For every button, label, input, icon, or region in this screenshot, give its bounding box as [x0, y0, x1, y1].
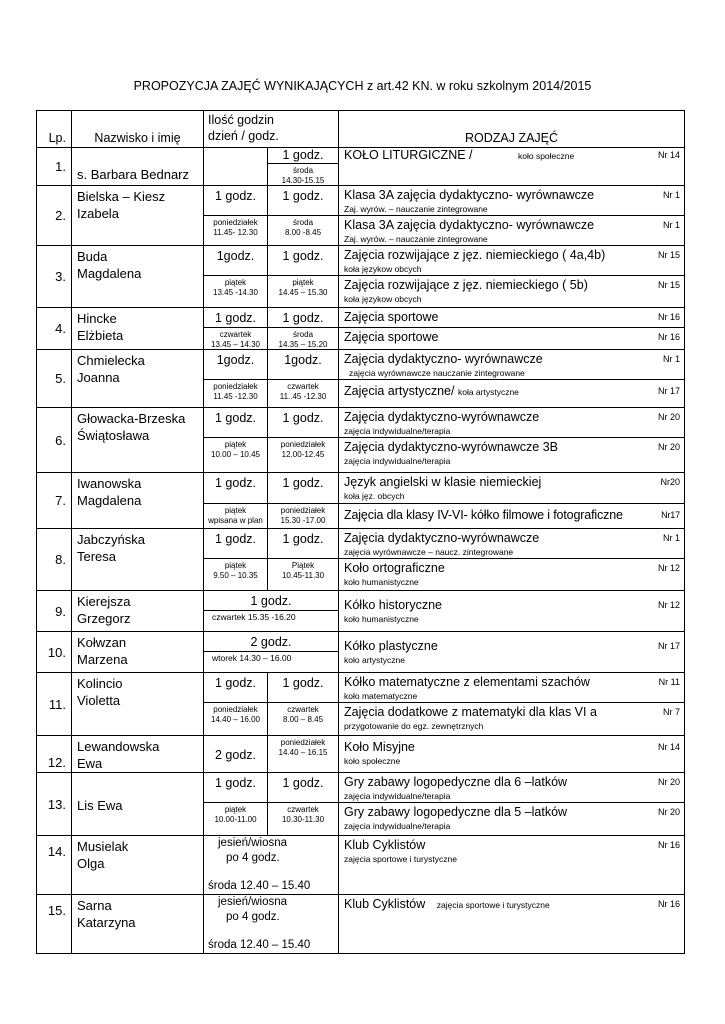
activity-number: Nr20 — [660, 477, 681, 487]
activity-number: Nr 15 — [658, 280, 681, 290]
hours-count: 1 godz. — [204, 408, 268, 438]
table-row — [37, 246, 685, 276]
activity-cell — [339, 186, 685, 216]
row-number: 9. — [37, 591, 72, 632]
activity-number: Nr 20 — [658, 442, 681, 452]
row-number: 7. — [37, 473, 72, 529]
table-row — [37, 529, 685, 559]
activity-title: Zajęcia dydaktyczno- wyrównawcze — [344, 352, 543, 366]
activity-category: koło humanistyczne — [344, 577, 419, 587]
row-number: 3. — [37, 246, 72, 308]
teacher-name: Chmielecka Joanna — [72, 350, 204, 408]
activity-number: Nr 16 — [658, 332, 681, 342]
hours-count: 1 godz. — [268, 308, 339, 328]
activity-cell — [339, 591, 685, 632]
activity-number: Nr 16 — [658, 840, 681, 850]
schedule-cell: czwartek 10.30-11.30 — [268, 803, 339, 836]
activity-number: Nr 17 — [658, 386, 681, 396]
activity-category: zajęcia wyrównawcze – naucz. zintegrowane — [344, 547, 514, 557]
activity-number: Nr 20 — [658, 807, 681, 817]
teacher-name: Iwanowska Magdalena — [72, 473, 204, 529]
schedule-cell: czwartek 8.00 – 8.45 — [268, 703, 339, 736]
header-name: Nazwisko i imię — [72, 111, 204, 148]
activity-category: koło matematyczne — [344, 691, 418, 701]
activity-number: Nr 16 — [658, 312, 681, 322]
activity-cell — [339, 632, 685, 673]
hours-count: 1 godz. — [204, 529, 268, 559]
activity-title: KOŁO LITURGICZNE / — [344, 148, 473, 162]
activity-title: Klub Cyklistów — [344, 838, 426, 852]
activity-title: Kółko plastyczne — [344, 639, 438, 653]
activity-category: zajęcia indywidualne/terapia — [344, 426, 451, 436]
teacher-name: s. Barbara Bednarz — [72, 148, 204, 186]
activity-number: Nr 17 — [658, 641, 681, 651]
schedule-cell: jesień/wiosna po 4 godz. środa 12.40 – 15.40 — [204, 895, 339, 954]
schedule-cell: środa 14.35 – 15.20 — [268, 328, 339, 350]
activity-cell — [339, 276, 685, 308]
hours-count: 1 godz. — [268, 673, 339, 703]
row-number: 15. — [37, 895, 72, 954]
activity-number: Nr 1 — [663, 220, 681, 230]
table-row — [37, 591, 685, 611]
activity-title: Zajęcia artystyczne/ — [344, 384, 455, 398]
activity-title: Zajęcia dydaktyczno-wyrównawcze — [344, 410, 540, 424]
schedule-cell: poniedziałek 15.30 -17.00 — [268, 504, 339, 529]
activity-number: Nr 1 — [663, 533, 681, 543]
hours-count: 1 godz. — [204, 308, 268, 328]
teacher-name: Buda Magdalena — [72, 246, 204, 308]
activity-cell — [339, 504, 685, 529]
activity-title: Zajęcia rozwijające z jęz. niemieckiego ( 4a,4b) — [344, 248, 606, 262]
hours-count: 1 godz. — [268, 773, 339, 803]
activity-title: Kółko matematyczne z elementami szachów — [344, 675, 590, 689]
schedule-cell: piątek 13.45 -14.30 — [204, 276, 268, 308]
teacher-name: Głowacka-Brzeska Świątosława — [72, 408, 204, 473]
teacher-name: Kołwzan Marzena — [72, 632, 204, 673]
activity-category: zajęcia wyrównawcze nauczanie zintegrowane — [349, 368, 525, 378]
activity-title: Koło ortograficzne — [344, 561, 445, 575]
teacher-name: Bielska – Kiesz Izabela — [72, 186, 204, 246]
activity-number: Nr 12 — [658, 563, 681, 573]
activity-category: zajęcia indywidualne/terapia — [344, 791, 451, 801]
activity-cell — [339, 673, 685, 703]
activity-cell — [339, 216, 685, 246]
teacher-name: Kolincio Violetta — [72, 673, 204, 736]
activity-title: Gry zabawy logopedyczne dla 5 –latków — [344, 805, 568, 819]
document-title: PROPOZYCJA ZAJĘĆ WYNIKAJĄCYCH z art.42 KN. w roku szkolnym 2014/2015 — [133, 79, 592, 93]
activity-category: zajęcia sportowe i turystyczne — [344, 854, 457, 864]
hours-count: 1 godz. — [268, 529, 339, 559]
activity-number: Nr 1 — [663, 354, 681, 364]
activity-title: Zajęcia sportowe — [344, 330, 439, 344]
hours-count: 1 godz. — [204, 591, 339, 611]
row-number: 10. — [37, 632, 72, 673]
row-number: 2. — [37, 186, 72, 246]
row-number: 1. — [37, 148, 72, 186]
activity-number: Nr 12 — [658, 600, 681, 610]
hours-count: 1 godz. — [204, 673, 268, 703]
activity-category: Zaj. wyrów. – nauczanie zintegrowane — [344, 234, 488, 244]
activity-cell — [339, 895, 685, 954]
hours-count: 1 godz. — [268, 186, 339, 216]
schedule-cell: jesień/wiosna po 4 godz. środa 12.40 – 15.40 — [204, 836, 339, 895]
row-number: 12. — [37, 736, 72, 773]
activity-cell — [339, 703, 685, 736]
schedule-cell: Piątek 10.45-11.30 — [268, 559, 339, 591]
activity-number: Nr17 — [661, 510, 681, 520]
activity-cell — [339, 736, 685, 773]
activity-title: Klasa 3A zajęcia dydaktyczno- wyrównawcze — [344, 218, 595, 232]
activity-title: Zajęcia rozwijające z jęz. niemieckiego ( 5b) — [344, 278, 588, 292]
row-number: 8. — [37, 529, 72, 591]
schedule-cell: poniedziałek 14.40 – 16.00 — [204, 703, 268, 736]
schedule-cell: poniedziałek 11.45 -12.30 — [204, 380, 268, 408]
activity-category: zajęcia indywidualne/terapia — [344, 821, 451, 831]
activity-title: Gry zabawy logopedyczne dla 6 –latków — [344, 775, 568, 789]
hours-count: 1 godz. — [204, 186, 268, 216]
hours-count: 1 godz. — [268, 408, 339, 438]
row-number: 5. — [37, 350, 72, 408]
schedule-cell: piątek 10.00-11.00 — [204, 803, 268, 836]
teacher-name: Musielak Olga — [72, 836, 204, 895]
activity-number: Nr 14 — [658, 742, 681, 752]
activity-number: Nr 11 — [658, 677, 681, 687]
schedule-cell: piątek 9.50 – 10.35 — [204, 559, 268, 591]
activity-category: koła jęz. obcych — [344, 491, 405, 501]
activity-title: Zajęcia dydaktyczno-wyrównawcze 3B — [344, 440, 558, 454]
activity-number: Nr 1 — [663, 190, 681, 200]
table-row — [37, 186, 685, 216]
schedule-cell: piątek 14.45 – 15.30 — [268, 276, 339, 308]
activity-cell — [339, 148, 685, 186]
activity-cell — [339, 350, 685, 380]
teacher-name: Jabczyńska Teresa — [72, 529, 204, 591]
activity-number: Nr 20 — [658, 412, 681, 422]
table-row — [37, 773, 685, 803]
activity-number: Nr 20 — [658, 777, 681, 787]
table-row — [37, 350, 685, 380]
activity-category: koło społeczne — [344, 756, 401, 766]
teacher-name: Kierejsza Grzegorz — [72, 591, 204, 632]
hours-count: 1godz. — [268, 350, 339, 380]
activity-category: koła artystyczne — [457, 387, 519, 397]
activity-cell — [339, 328, 685, 350]
activity-category: koło społeczne — [518, 151, 575, 161]
activity-cell — [339, 473, 685, 504]
teacher-name: Hincke Elżbieta — [72, 308, 204, 350]
hours-count: 2 godz. — [204, 632, 339, 652]
activity-title: Zajęcia dla klasy IV-VI- kółko filmowe i fotograficzne — [344, 508, 623, 522]
activity-cell — [339, 408, 685, 438]
hours-count: 1 godz. — [204, 473, 268, 504]
activity-cell — [339, 438, 685, 473]
table-row — [37, 673, 685, 703]
activity-title: Zajęcia dydaktyczno-wyrównawcze — [344, 531, 540, 545]
activity-category: Zaj. wyrów. – nauczanie zintegrowane — [344, 204, 488, 214]
activity-title: Zajęcia dodatkowe z matematyki dla klas VI a — [344, 705, 597, 719]
hours-count: 1 godz. — [204, 773, 268, 803]
activity-cell — [339, 529, 685, 559]
hours-count: 1 godz. — [268, 473, 339, 504]
activity-category: koła językow obcych — [344, 264, 422, 274]
activity-cell — [339, 246, 685, 276]
schedule-cell: poniedziałek 14.40 – 16.15 — [268, 736, 339, 773]
hours-count: 2 godz. — [204, 736, 268, 773]
activity-title: Zajęcia sportowe — [344, 310, 439, 324]
activity-title: Klub Cyklistów — [344, 897, 426, 911]
activity-number: Nr 15 — [658, 250, 681, 260]
activities-table — [36, 110, 685, 954]
table-row — [37, 473, 685, 504]
hours-count: 1godz. — [204, 350, 268, 380]
table-header-row — [37, 111, 685, 148]
header-lp: Lp. — [37, 111, 72, 148]
activity-title: Koło Misyjne — [344, 740, 415, 754]
schedule-cell: piątek 10.00 – 10.45 — [204, 438, 268, 473]
schedule-cell: poniedziałek 12.00-12.45 — [268, 438, 339, 473]
activity-category: koło artystyczne — [344, 655, 405, 665]
activity-cell — [339, 773, 685, 803]
schedule-cell: środa 8.00 -8.45 — [268, 216, 339, 246]
schedule-cell: piątek wpisana w plan — [204, 504, 268, 529]
activity-title: Język angielski w klasie niemieckiej — [344, 475, 542, 489]
schedule-cell: środa 14.30-15.15 — [268, 164, 339, 186]
activity-number: Nr 16 — [658, 899, 681, 909]
schedule-cell: czwartek 11..45 -12.30 — [268, 380, 339, 408]
activity-category: zajęcia indywidualne/terapia — [344, 456, 451, 466]
activity-cell — [339, 836, 685, 895]
row-number: 4. — [37, 308, 72, 350]
activity-category: przygotowanie do egz. zewnętrznych — [344, 721, 484, 731]
activity-cell — [339, 380, 685, 408]
table-row — [37, 148, 685, 164]
activity-category: koła językow obcych — [344, 294, 422, 304]
header-hours: Ilość godzin dzień / godz. — [204, 111, 339, 148]
teacher-name: Lewandowska Ewa — [72, 736, 204, 773]
schedule-cell: poniedziałek 11.45- 12.30 — [204, 216, 268, 246]
table-row — [37, 308, 685, 328]
activity-cell — [339, 308, 685, 328]
teacher-name: Lis Ewa — [72, 773, 204, 836]
hours-count: 1 godz. — [268, 246, 339, 276]
table-row — [37, 632, 685, 652]
row-number: 11. — [37, 673, 72, 736]
teacher-name: Sarna Katarzyna — [72, 895, 204, 954]
schedule-cell: wtorek 14.30 – 16.00 — [204, 652, 339, 673]
hours-count: 1godz. — [204, 246, 268, 276]
table-row — [37, 736, 685, 773]
header-activity: RODZAJ ZAJĘĆ — [339, 111, 685, 148]
row-number: 13. — [37, 773, 72, 836]
hours-cell-empty — [204, 148, 268, 186]
row-number: 6. — [37, 408, 72, 473]
table-row — [37, 836, 685, 895]
activity-category: koło humanistyczne — [344, 614, 419, 624]
activity-number: Nr 7 — [663, 707, 681, 717]
row-number: 14. — [37, 836, 72, 895]
hours-count: 1 godz. — [268, 148, 339, 164]
schedule-cell: czwartek 13.45 – 14.30 — [204, 328, 268, 350]
activity-category: zajęcia sportowe i turystyczne — [436, 900, 550, 910]
activity-cell — [339, 803, 685, 836]
table-row — [37, 895, 685, 954]
table-row — [37, 408, 685, 438]
activity-title: Kółko historyczne — [344, 598, 442, 612]
activity-number: Nr 14 — [658, 150, 681, 160]
schedule-cell: czwartek 15.35 -16.20 — [204, 611, 339, 632]
activity-title: Klasa 3A zajęcia dydaktyczno- wyrównawcze — [344, 188, 595, 202]
activity-cell — [339, 559, 685, 591]
